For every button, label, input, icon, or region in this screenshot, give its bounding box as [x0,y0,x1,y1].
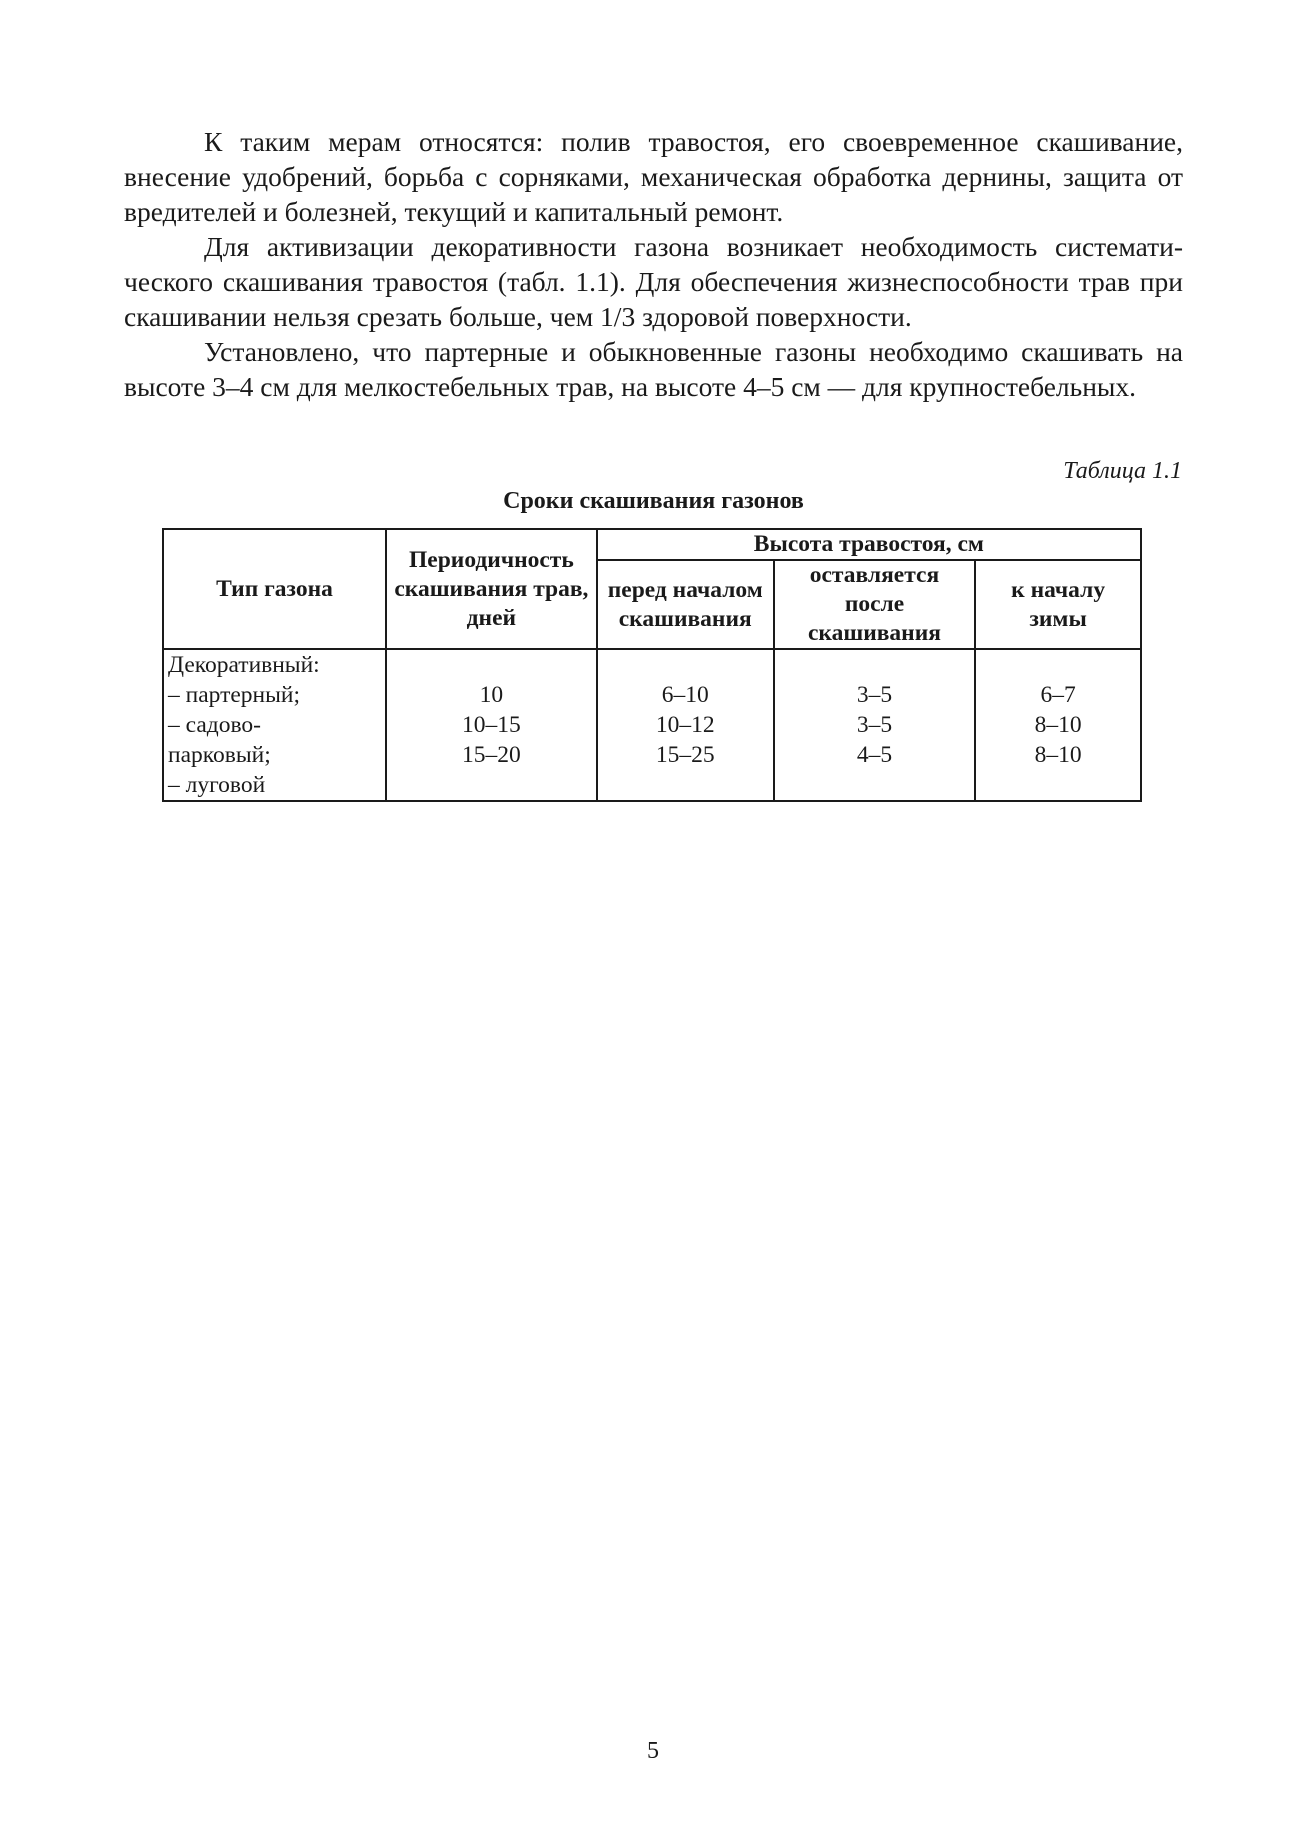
cell-left-after [774,649,976,801]
mowing-table [162,528,1142,802]
type-line: парковый; [168,742,271,768]
header-before: перед началом скашивания [597,560,774,649]
before-value: 6–10 [661,682,709,708]
cell-winter [975,649,1141,801]
header-left-after: оставляется после скашивания [774,560,976,649]
paragraph: К таким мерам относятся: полив травостоя, его своевременное скашивание, внесение удобрений, борьба с сорняками, механическая обработка дернины, защита от вредителей и болезней, текущий и капитальный ремонт. [124,126,1183,227]
left-after-value: 3–5 [856,712,893,738]
cell-types [163,649,386,801]
left-after-value: 4–5 [856,742,893,768]
header-winter: к началу зимы [975,560,1141,649]
type-line: – садово- [168,712,261,738]
table-title: Сроки скашивания газонов [503,488,804,514]
header-type: Тип газона [163,529,386,649]
type-line: Декоративный: [168,652,320,678]
left-after-value: 3–5 [856,682,893,708]
paragraph: Установлено, что партерные и обыкновенные газоны необходимо скашивать на высоте 3–4 см для мелкостебельных трав, на высоте 4–5 см — для крупностебельных. [124,336,1183,402]
type-line: – партерный; [168,682,300,708]
cell-before [597,649,774,801]
page-number: 5 [647,1738,659,1764]
table-header-row [163,529,1141,560]
period-value: 15–20 [462,742,521,768]
table-row [163,649,1141,801]
period-value: 10–15 [462,712,521,738]
winter-value: 8–10 [1034,712,1082,738]
cell-period [386,649,597,801]
table-label: Таблица 1.1 [1063,458,1182,484]
winter-value: 8–10 [1034,742,1082,768]
header-height-group: Высота травостоя, см [597,529,1141,560]
period-value: 10 [479,682,504,708]
winter-value: 6–7 [1040,682,1076,708]
before-value: 10–12 [655,712,715,738]
paragraph: Для активизации декоративности газона возникает необходимость систематического скашивания травостоя (табл. 1.1). Для обеспечения жизнеспособности трав при скашивании нельзя срезать больше, чем 1/3 здоровой поверхности. [124,231,1183,332]
type-line: – луговой [168,772,266,798]
header-period: Периодичность скашивания трав, дней [386,529,597,649]
body-text [124,124,1183,404]
before-value: 15–25 [655,742,715,768]
